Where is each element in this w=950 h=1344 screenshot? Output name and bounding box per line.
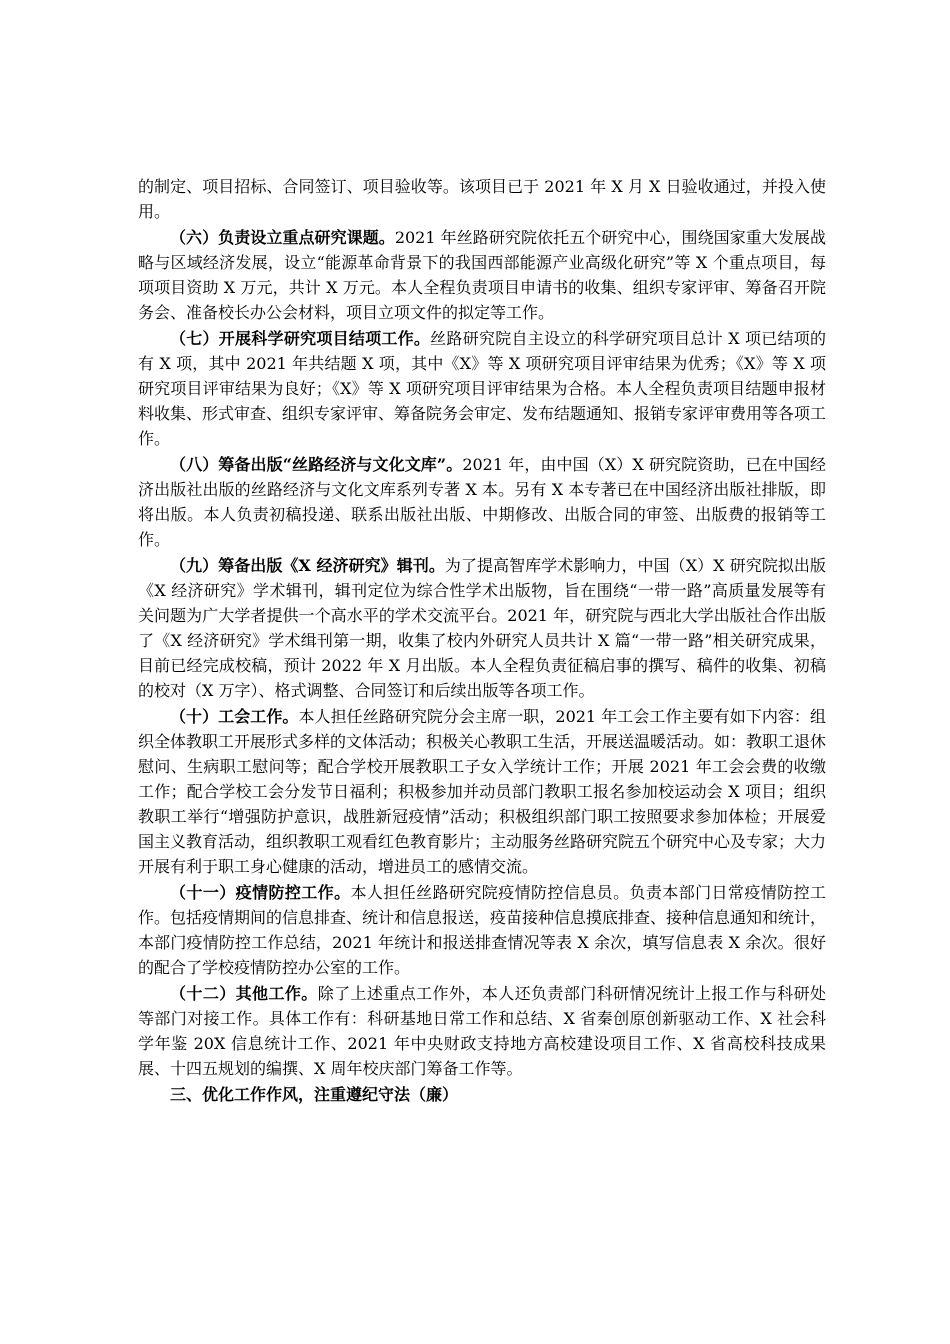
- paragraph-text: 本人担任丝路研究院分会主席一职，2021 年工会工作主要有如下内容：组织全体教职工开展形式多样的文体活动；积极关心教职工生活，开展送温暖活动。如：教职工退休慰问、生病职工慰问等；配合学校开展教职工子女入学统计工作；开展 2021 年工会会费的收缴工作；配合学校工会分发节日福利；积极参加并动员部门教职工报名参加校运动会 X 项目；组织教职工举行“增强防护意识，战胜新冠疫情”活动；积极组织部门职工按照要求参加体检；开展爱国主义教育活动，组织教职工观看红色教育影片；主动服务丝路研究院五个研究中心及专家；大力开展有利于职工身心健康的活动，增进员工的感情交流。: [138, 707, 827, 876]
- paragraph-heading: （十一）疫情防控工作。: [170, 883, 351, 902]
- paragraph-item-9: [138, 553, 826, 703]
- paragraph-text: 2021 年，由中国（X）X 研究院资助，已在中国经济出版社出版的丝路经济与文化文库系列专著 X 本。另有 X 本专著已在中国经济出版社排版，即将出版。本人负责初稿投递、联系出版社出版、中期修改、出版合同的审签、出版费的报销等工作。: [138, 455, 826, 549]
- paragraph-text: 2021 年丝路研究院依托五个研究中心，围绕国家重大发展战略与区域经济发展，设立“能源革命背景下的我国西部能源产业高级化研究”等 X 个重点项目，每项项目资助 X 万元，共计 X 万元。本人全程负责项目申请书的收集、组织专家评审、筹备召开院务会、准备校长办公会材料，项目立项文件的拟定等工作。: [138, 228, 826, 322]
- paragraph-item-7: [138, 326, 826, 451]
- paragraph-item-8: [138, 452, 826, 552]
- paragraph-heading: （十）工会工作。: [170, 707, 299, 726]
- paragraph-item-10: [138, 704, 826, 879]
- paragraph-text: 丝路研究院自主设立的科学研究项目总计 X 项已结项的有 X 项，其中 2021 年共结题 X 项，其中《X》等 X 项研究项目评审结果为优秀；《X》等 X 项研究项目评审结果为良好；《X》等 X 项研究项目评审结果为合格。本人全程负责项目结题申报材料收集、形式审查、组织专家评审、筹备院务会审定、发布结题通知、报销专家评审费用等各项工作。: [138, 329, 827, 448]
- paragraph-heading: （六）负责设立重点研究课题。: [170, 228, 395, 247]
- paragraph-text: 除了上述重点工作外，本人还负责部门科研情况统计上报工作与科研处等部门对接工作。具体工作有：科研基地日常工作和总结、X 省秦创原创新驱动工作、X 社会科学年鉴 20X 信息统计工作、2021 年中央财政支持地方高校建设项目工作、X 省高校科技成果展、十四五规划的编撰、X 周年校庆部门筹备工作等。: [138, 984, 826, 1078]
- paragraph-heading: （七）开展科学研究项目结项工作。: [170, 329, 431, 348]
- document-page: [138, 174, 826, 1107]
- paragraph-item-6: [138, 225, 826, 325]
- paragraph-heading: （八）筹备出版“丝路经济与文化文库”。: [170, 455, 463, 474]
- paragraph-text: 为了提高智库学术影响力，中国（X）X 研究院拟出版《X 经济研究》学术辑刊，辑刊定位为综合性学术出版物，旨在围绕“一带一路”高质量发展等有关问题为广大学者提供一个高水平的学术交流平台。2021 年，研究院与西北大学出版社合作出版了《X 经济研究》学术缉刊第一期，收集了校内外研究人员共计 X 篇“一带一路”相关研究成果，目前已经完成校稿，预计 2022 年 X 月出版。本人全程负责征稿启事的撰写、稿件的收集、初稿的校对（X 万字）、格式调整、合同签订和后续出版等各项工作。: [138, 556, 826, 700]
- paragraph-text: 本人担任丝路研究院疫情防控信息员。负责本部门日常疫情防控工作。包括疫情期间的信息排查、统计和信息报送，疫苗接种信息摸底排查、接种信息通知和统计，本部门疫情防控工作总结，2021 年统计和报送排查情况等表 X 余次，填写信息表 X 余次。很好的配合了学校疫情防控办公室的工作。: [138, 883, 827, 977]
- paragraph-heading: （九）筹备出版《X 经济研究》辑刊。: [170, 556, 445, 575]
- paragraph-text: 的制定、项目招标、合同签订、项目验收等。该项目已于 2021 年 X 月 X 日验收通过，并投入使用。: [138, 177, 826, 221]
- paragraph-item-12: [138, 981, 826, 1081]
- paragraph-continuation: [138, 174, 826, 224]
- paragraph-heading: （十二）其他工作。: [170, 984, 318, 1003]
- paragraph-item-11: [138, 880, 826, 980]
- section-title: 三、优化工作作风，注重遵纪守法（廉）: [170, 1085, 459, 1104]
